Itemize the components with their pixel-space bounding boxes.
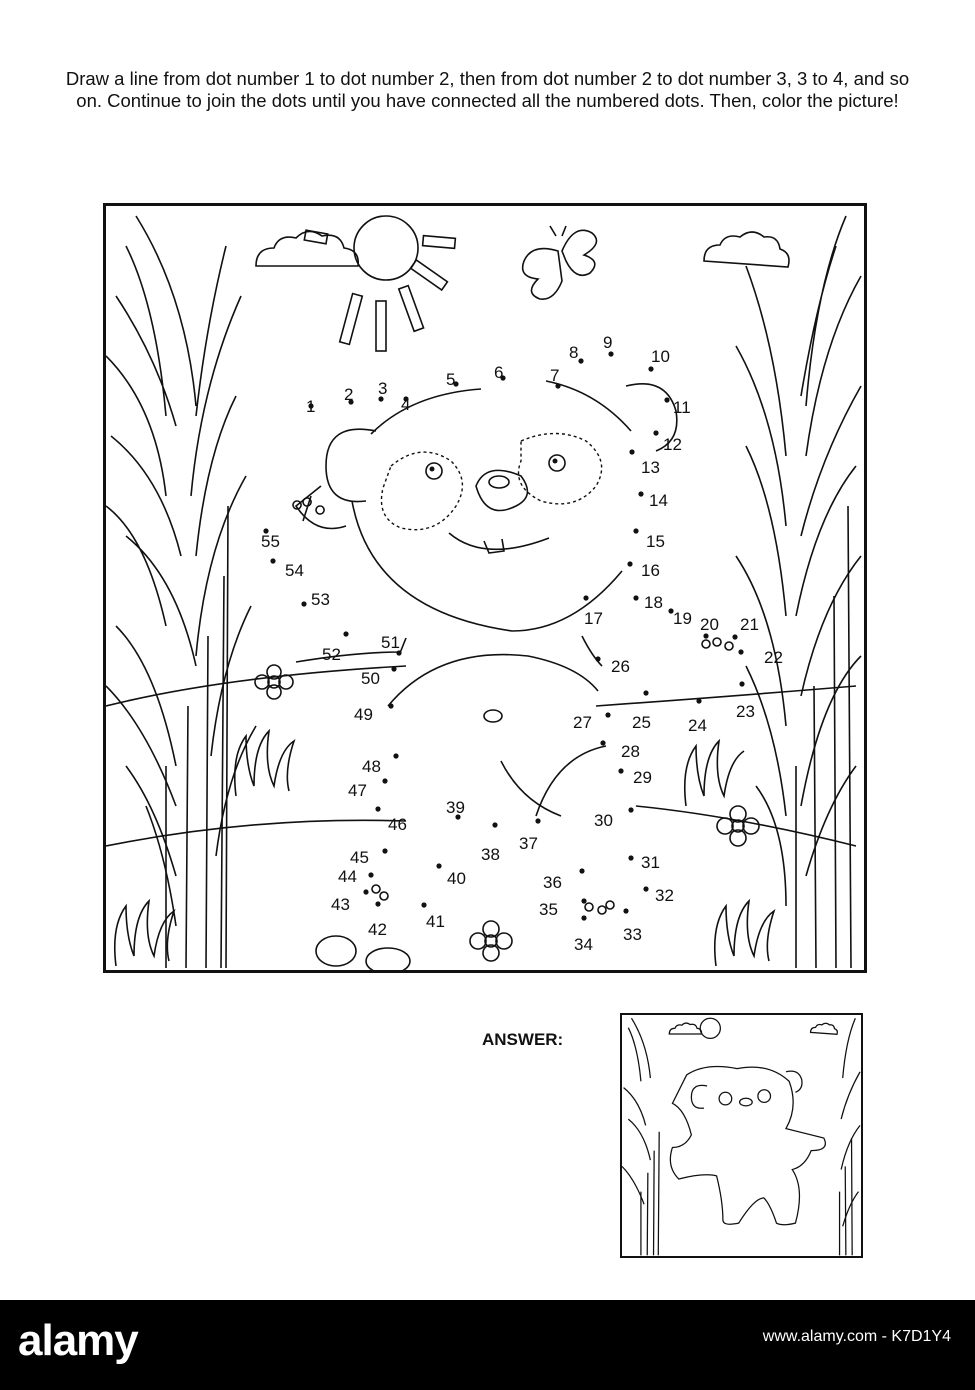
dot-40 xyxy=(436,863,441,868)
dot-37 xyxy=(535,818,540,823)
dot-label-25: 25 xyxy=(632,713,651,732)
sun-icon xyxy=(304,216,455,351)
dot-16 xyxy=(627,561,632,566)
dot-53 xyxy=(301,601,306,606)
dot-label-55: 55 xyxy=(261,532,280,551)
dot-31 xyxy=(628,855,633,860)
dot-17 xyxy=(583,595,588,600)
dot-36 xyxy=(579,868,584,873)
dot-label-5: 5 xyxy=(446,370,456,389)
flower-icon xyxy=(255,665,759,961)
dot-label-27: 27 xyxy=(573,713,592,732)
dot-24 xyxy=(696,698,701,703)
dot-label-18: 18 xyxy=(644,593,663,612)
answer-label: ANSWER: xyxy=(482,1030,564,1049)
dot-20 xyxy=(703,633,708,638)
dot-13 xyxy=(629,449,634,454)
dot-label-36: 36 xyxy=(543,873,562,892)
dot-29 xyxy=(618,768,623,773)
dot-label-43: 43 xyxy=(331,895,350,914)
dot-label-39: 39 xyxy=(446,798,465,817)
dot-label-3: 3 xyxy=(378,379,388,398)
dot-label-26: 26 xyxy=(611,657,630,676)
dot-22 xyxy=(738,649,743,654)
dot-label-41: 41 xyxy=(426,912,445,931)
dot-54 xyxy=(270,558,275,563)
dot-label-20: 20 xyxy=(700,615,719,634)
bamboo-right-icon xyxy=(736,216,861,968)
dot-26 xyxy=(595,656,600,661)
dot-label-7: 7 xyxy=(550,366,560,385)
dot-8 xyxy=(578,358,583,363)
stones-icon xyxy=(316,936,410,970)
dot-41 xyxy=(421,902,426,907)
dot-label-17: 17 xyxy=(584,609,603,628)
dot-to-dot-puzzle xyxy=(103,203,867,973)
dot-label-40: 40 xyxy=(447,869,466,888)
dot-50 xyxy=(391,666,396,671)
dot-label-34: 34 xyxy=(574,935,593,954)
brand-logo: alamy xyxy=(18,1316,138,1365)
dot-49 xyxy=(388,703,393,708)
dot-label-46: 46 xyxy=(388,815,407,834)
dot-label-54: 54 xyxy=(285,561,304,580)
dot-23 xyxy=(739,681,744,686)
dot-label-29: 29 xyxy=(633,768,652,787)
dot-label-8: 8 xyxy=(569,343,579,362)
dot-label-33: 33 xyxy=(623,925,642,944)
dot-52 xyxy=(343,631,348,636)
dot-label-48: 48 xyxy=(362,757,381,776)
dot-label-37: 37 xyxy=(519,834,538,853)
dot-33 xyxy=(623,908,628,913)
panda-drawing xyxy=(293,381,733,914)
footer-bar xyxy=(0,1300,975,1390)
dot-32 xyxy=(643,886,648,891)
dot-label-35: 35 xyxy=(539,900,558,919)
dot-label-32: 32 xyxy=(655,886,674,905)
dot-45 xyxy=(382,848,387,853)
dot-label-24: 24 xyxy=(688,716,707,735)
dot-label-30: 30 xyxy=(594,811,613,830)
dot-label-51: 51 xyxy=(381,633,400,652)
dot-label-9: 9 xyxy=(603,333,613,352)
dot-47 xyxy=(382,778,387,783)
dot-label-21: 21 xyxy=(740,615,759,634)
dot-label-6: 6 xyxy=(494,363,504,382)
dot-42 xyxy=(375,901,380,906)
dot-15 xyxy=(633,528,638,533)
dot-label-31: 31 xyxy=(641,853,660,872)
dot-10 xyxy=(648,366,653,371)
dot-label-14: 14 xyxy=(649,491,668,510)
dot-44 xyxy=(368,872,373,877)
dot-label-23: 23 xyxy=(736,702,755,721)
bamboo-left-icon xyxy=(106,216,256,968)
dot-12 xyxy=(653,430,658,435)
dot-label-19: 19 xyxy=(673,609,692,628)
dot-label-45: 45 xyxy=(350,848,369,867)
dot-label-16: 16 xyxy=(641,561,660,580)
dot-label-38: 38 xyxy=(481,845,500,864)
puzzle-drawing xyxy=(106,206,864,970)
dot-38 xyxy=(492,822,497,827)
dot-21 xyxy=(732,634,737,639)
dot-label-15: 15 xyxy=(646,532,665,551)
answer-drawing xyxy=(622,1015,861,1256)
dot-14 xyxy=(638,491,643,496)
dot-label-47: 47 xyxy=(348,781,367,800)
butterfly-icon xyxy=(523,226,597,299)
instructions-text: Draw a line from dot number 1 to dot number 2, then from dot number 2 to dot number 3, 3 to 4, and so on. Continue to join the dots until you have connected all the numbered dots. Then, color the picture! xyxy=(65,68,910,111)
dot-34 xyxy=(581,915,586,920)
dot-label-11: 11 xyxy=(673,398,691,417)
answer-thumbnail xyxy=(620,1013,863,1258)
dot-label-42: 42 xyxy=(368,920,387,939)
dot-35 xyxy=(581,898,586,903)
dot-label-22: 22 xyxy=(764,648,783,667)
dot-label-1: 1 xyxy=(306,397,316,416)
dot-9 xyxy=(608,351,613,356)
dot-label-4: 4 xyxy=(401,395,411,414)
cloud-right-icon xyxy=(704,232,789,267)
dot-27 xyxy=(605,712,610,717)
dot-43 xyxy=(363,889,368,894)
cloud-left-icon xyxy=(256,231,358,266)
dot-25 xyxy=(643,690,648,695)
dot-label-52: 52 xyxy=(322,645,341,664)
dot-label-10: 10 xyxy=(651,347,670,366)
dot-label-50: 50 xyxy=(361,669,380,688)
dot-label-44: 44 xyxy=(338,867,357,886)
dot-46 xyxy=(375,806,380,811)
dot-18 xyxy=(633,595,638,600)
dot-label-2: 2 xyxy=(344,385,354,404)
dot-28 xyxy=(600,740,605,745)
image-id: www.alamy.com - K7D1Y4 xyxy=(762,1328,951,1345)
dot-11 xyxy=(664,397,669,402)
dot-label-53: 53 xyxy=(311,590,330,609)
dot-label-12: 12 xyxy=(663,435,682,454)
dot-label-49: 49 xyxy=(354,705,373,724)
dot-label-28: 28 xyxy=(621,742,640,761)
dot-30 xyxy=(628,807,633,812)
dot-48 xyxy=(393,753,398,758)
dot-label-13: 13 xyxy=(641,458,660,477)
